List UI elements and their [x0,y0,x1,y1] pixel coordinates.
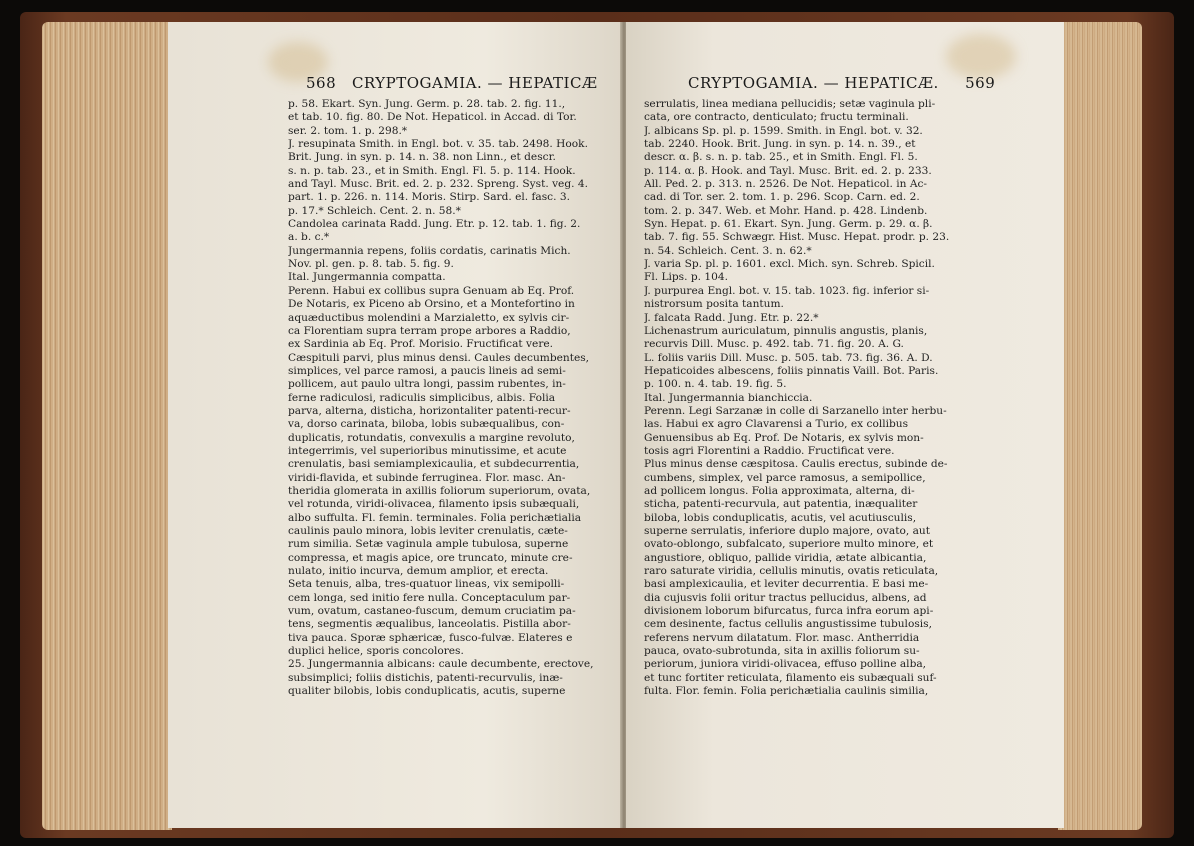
text-line: J. purpurea Engl. bot. v. 15. tab. 1023. fig. inferior si- [644,284,930,297]
text-line: rum similia. Setæ vaginula ample tubulosa, superne [288,538,569,551]
text-line: tab. 2240. Hook. Brit. Jung. in syn. p. 14. n. 39., et [644,138,916,151]
text-line: Syn. Hepat. p. 61. Ekart. Syn. Jung. Germ. p. 29. α. β. [644,218,933,231]
text-line: nulato, initio incurva, demum amplior, et erecta. [288,565,549,578]
text-line: pauca, ovato-subrotunda, sita in axillis foliorum su- [644,645,920,658]
text-line: dia cujusvis folii oritur tractus pellucidus, albens, ad [644,591,927,604]
text-line: vum, ovatum, castaneo-fuscum, demum cruciatim pa- [288,605,576,618]
text-line: duplicatis, rotundatis, convexulis a margine revoluto, [288,431,575,444]
text-line: et tunc fortiter reticulata, filamento eis subæquali suf- [644,671,937,684]
text-line: J. resupinata Smith. in Engl. bot. v. 35. tab. 2498. Hook. [288,138,588,151]
right-page-number: 569 [965,74,996,92]
text-line: ferne radiculosi, radiculis simplicibus, albis. Folia [288,391,556,404]
text-line: Ital. Jungermannia compatta. [288,271,446,284]
text-line: cata, ore contracto, denticulato; fructu terminali. [644,111,909,124]
text-line: divisionem loborum bifurcatus, furca infra eorum api- [644,605,934,618]
text-line: p. 58. Ekart. Syn. Jung. Germ. p. 28. tab. 2. fig. 11., [288,98,566,110]
text-line: s. n. p. tab. 23., et in Smith. Engl. Fl. 5. p. 114. Hook. [288,164,576,177]
text-line: parva, alterna, disticha, horizontaliter patenti-recur- [288,404,571,417]
text-line: theridia glomerata in axillis foliorum superiorum, ovata, [288,484,591,497]
text-line: et tab. 10. fig. 80. De Not. Hepaticol. in Accad. di Tor. [288,111,577,124]
left-page-edges [42,22,172,830]
text-line: Perenn. Legi Sarzanæ in colle di Sarzanello inter herbu- [644,404,947,417]
text-line: recurvis Dill. Musc. p. 492. tab. 71. fig. 20. A. G. [644,338,904,351]
text-line: nistrorsum posita tantum. [644,298,784,311]
left-running-head: CRYPTOGAMIA. — HEPATICÆ [351,74,598,92]
text-line: basi amplexicaulia, et leviter decurrentia. E basi me- [644,578,929,591]
text-line: Brit. Jung. in syn. p. 14. n. 38. non Linn., et descr. [288,151,556,164]
text-line: Plus minus dense cæspitosa. Caulis erectus, subinde de- [644,458,948,471]
text-line: Cæspituli parvi, plus minus densi. Caules decumbentes, [288,351,590,364]
text-line: albo suffulta. Fl. femin. terminales. Folia perichætialia [288,511,582,524]
text-line: and Tayl. Musc. Brit. ed. 2. p. 232. Spreng. Syst. veg. 4. [288,178,588,191]
text-line: J. falcata Radd. Jung. Etr. p. 22.* [644,311,819,324]
text-line: Fl. Lips. p. 104. [644,271,728,284]
text-line: ad pollicem longus. Folia approximata, alterna, di- [644,484,915,497]
text-line: descr. α. β. s. n. p. tab. 25., et in Smith. Engl. Fl. 5. [644,151,918,164]
text-line: ser. 2. tom. 1. p. 298.* [288,124,408,137]
text-line: caulinis paulo minora, lobis leviter crenulatis, cæte- [288,525,568,537]
text-line: tiva pauca. Sporæ sphæricæ, fusco-fulvæ. Elateres e [288,631,573,644]
text-line: Perenn. Habui ex collibus supra Genuam ab Eq. Prof. [288,284,575,297]
text-line: tom. 2. p. 347. Web. et Mohr. Hand. p. 428. Lindenb. [644,204,928,217]
text-line: aquæductibus molendini a Marzialetto, ex sylvis cir- [288,311,570,324]
text-line: vel rotunda, viridi-olivacea, filamento ipsis subæquali, [288,498,580,511]
text-line: 25. Jungermannia albicans: caule decumbente, erectove, [288,658,594,671]
text-line: fulta. Flor. femin. Folia perichætialia caulinis similia, [644,685,929,698]
text-line: ex Sardinia ab Eq. Prof. Morisio. Fructificat vere. [288,338,554,351]
text-line: Genuensibus ab Eq. Prof. De Notaris, ex sylvis mon- [644,431,924,444]
text-line: Lichenastrum auriculatum, pinnulis angustis, planis, [644,324,928,337]
text-line: angustiore, obliquo, pallide viridia, ætate albicantia, [644,551,927,564]
text-line: p. 17.* Schleich. Cent. 2. n. 58.* [288,204,461,217]
text-line: compressa, et magis apice, ore truncato, minute cre- [288,551,573,564]
text-line: tosis agri Florentini a Raddio. Fructificat vere. [644,444,895,457]
left-page-text [288,98,610,698]
text-line: periorum, juniora viridi-olivacea, effuso polline alba, [644,658,927,671]
text-line: pollicem, aut paulo ultra longi, passim rubentes, in- [288,378,566,391]
text-line: va, dorso carinata, biloba, lobis subæqualibus, con- [288,418,565,431]
text-line: crenulatis, basi semiamplexicaulia, et subdecurrentia, [288,458,580,471]
text-line: cad. di Tor. ser. 2. tom. 1. p. 296. Scop. Carn. ed. 2. [644,191,920,204]
right-page [626,22,1064,828]
text-line: J. albicans Sp. pl. p. 1599. Smith. in Engl. bot. v. 32. [644,124,923,137]
text-line: All. Ped. 2. p. 313. n. 2526. De Not. Hepaticol. in Ac- [644,178,927,191]
text-line: p. 100. n. 4. tab. 19. fig. 5. [644,378,787,391]
text-line: J. varia Sp. pl. p. 1601. excl. Mich. syn. Schreb. Spicil. [644,258,935,271]
text-line: referens nervum dilatatum. Flor. masc. Antherridia [644,631,920,644]
left-page-header [306,74,597,92]
text-line: p. 114. α. β. Hook. and Tayl. Musc. Brit. ed. 2. p. 233. [644,164,932,177]
text-line: superne serrulatis, inferiore duplo majore, ovato, aut [644,525,931,537]
right-page-edges [1058,22,1142,830]
text-line: ovato-oblongo, subfalcato, superiore multo minore, et [644,538,934,551]
text-line: a. b. c.* [288,231,330,244]
text-line: integerrimis, vel superioribus minutissime, et acute [288,444,567,457]
left-page-number: 568 [306,74,337,92]
text-line: L. foliis variis Dill. Musc. p. 505. tab. 73. fig. 36. A. D. [644,351,933,364]
text-line: serrulatis, linea mediana pellucidis; setæ vaginula pli- [644,98,936,110]
text-line: Hepaticoides albescens, foliis pinnatis Vaill. Bot. Paris. [644,364,939,377]
text-line: simplices, vel parce ramosi, a paucis lineis ad semi- [288,364,566,377]
text-line: duplici helice, sporis concolores. [288,645,464,658]
text-line: De Notaris, ex Piceno ab Orsino, et a Montefortino in [288,298,575,311]
text-line: viridi-flavida, et subinde ferruginea. Flor. masc. An- [288,471,566,484]
right-page-header [688,74,995,92]
text-line: biloba, lobis conduplicatis, acutis, vel acutiusculis, [644,511,917,524]
text-line: tens, segmentis æqualibus, lanceolatis. Pistilla abor- [288,618,571,631]
text-line: Nov. pl. gen. p. 8. tab. 5. fig. 9. [288,258,454,271]
text-line: cumbens, simplex, vel parce ramosus, a semipollice, [644,471,926,484]
right-running-head: CRYPTOGAMIA. — HEPATICÆ. [688,74,939,92]
text-line: Candolea carinata Radd. Jung. Etr. p. 12. tab. 1. fig. 2. [288,218,581,231]
text-line: Seta tenuis, alba, tres-quatuor lineas, vix semipolli- [288,578,565,591]
text-line: qualiter bilobis, lobis conduplicatis, acutis, superne [288,685,566,698]
text-line: subsimplici; foliis distichis, patenti-recurvulis, inæ- [288,671,563,684]
text-line: Ital. Jungermannia bianchiccia. [644,391,813,404]
text-line: ca Florentiam supra terram prope arbores a Raddio, [288,324,571,337]
left-page [168,22,622,828]
text-line: part. 1. p. 226. n. 114. Moris. Stirp. Sard. el. fasc. 3. [288,191,570,204]
text-line: n. 54. Schleich. Cent. 3. n. 62.* [644,244,812,257]
right-page-text [644,98,976,698]
text-line: Jungermannia repens, foliis cordatis, carinatis Mich. [288,244,571,257]
text-line: tab. 7. fig. 55. Schwægr. Hist. Musc. Hepat. prodr. p. 23. [644,231,950,244]
text-line: cem desinente, factus cellulis angustissime tubulosis, [644,618,932,631]
text-line: raro saturate viridia, cellulis minutis, ovatis reticulata, [644,565,939,578]
text-line: cem longa, sed initio fere nulla. Conceptaculum par- [288,591,571,604]
text-line: las. Habui ex agro Clavarensi a Turio, ex collibus [644,418,909,431]
text-line: sticha, patenti-recurvula, aut patentia, inæqualiter [644,498,918,511]
